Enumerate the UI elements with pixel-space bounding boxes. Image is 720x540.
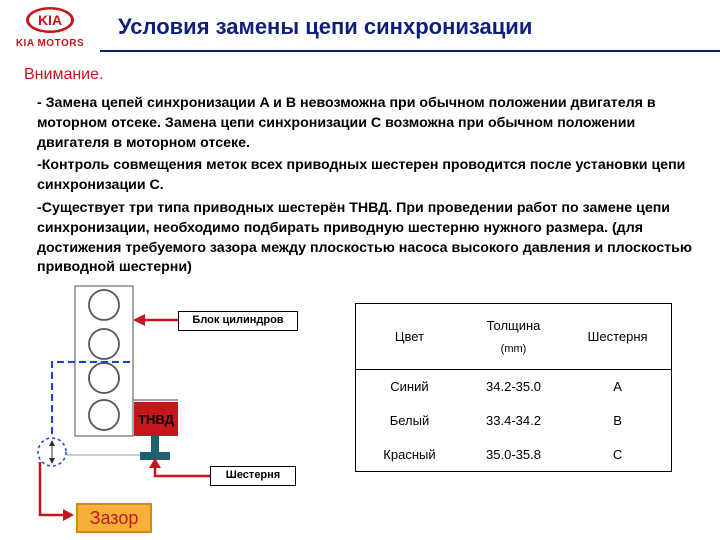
- cylinder-1: [89, 290, 119, 320]
- kia-logo-oval: [10, 4, 90, 38]
- column-header-thickness-unit: (mm): [500, 343, 527, 355]
- notice-body: [37, 94, 697, 281]
- pump-label: ТНВД: [134, 402, 178, 436]
- kia-logo: [10, 4, 90, 54]
- attention-heading: Внимание.: [24, 66, 104, 83]
- cylinder-block-label: Блок цилиндров: [178, 311, 298, 331]
- cylinder-3: [89, 363, 119, 393]
- cell-thickness: 34.2-35.0: [486, 379, 541, 395]
- gap-arrow: [40, 462, 64, 515]
- notice-paragraph: -Существует три типа приводных шестерён ТНВД. При проведении работ по замене цепи синхронизации, необходимо подбирать приводную шестерню нужного размера. (для достижения требуемого зазора между плоскостью насоса высокого давления и плоскостью приводной шестерни): [37, 199, 692, 276]
- kia-logo-badge: KIA: [37, 12, 63, 28]
- title-divider: [100, 50, 720, 52]
- cylinder-2: [89, 329, 119, 359]
- table-header-row: [356, 304, 672, 370]
- slide-header: [0, 0, 720, 58]
- notice-paragraph: - Замена цепей синхронизации A и B невозможна при обычном положении двигателя в моторном отсеке. Замена цепи синхронизации C возможна при обычном положении двигателя в моторном отсеке.: [37, 95, 656, 151]
- cell-color: Красный: [383, 446, 436, 462]
- page-title: Условия замены цепи синхронизации: [118, 14, 533, 39]
- kia-logo-caption: KIA MOTORS: [15, 38, 85, 49]
- table-row: [356, 370, 672, 404]
- column-header-color: Цвет: [356, 304, 463, 370]
- gear-label: Шестерня: [210, 466, 296, 486]
- cell-gear: A: [613, 379, 622, 395]
- notice-paragraph: -Контроль совмещения меток всех приводных шестерен проводится после установки цепи синхронизации C.: [37, 157, 686, 194]
- column-header-gear: Шестерня: [564, 304, 671, 370]
- cylinder-4: [89, 400, 119, 430]
- cell-gear: C: [612, 446, 623, 462]
- gap-label: Зазор: [76, 503, 152, 533]
- cell-color: Синий: [390, 379, 429, 395]
- column-header-thickness-label: Толщина: [486, 318, 541, 333]
- cell-color: Белый: [389, 413, 430, 428]
- cell-thickness: 35.0-35.8: [486, 446, 541, 462]
- table-row: [356, 404, 672, 438]
- cell-thickness: 33.4-34.2: [486, 413, 541, 428]
- table-row: [356, 438, 672, 472]
- column-header-thickness: [463, 304, 564, 370]
- gear-spec-table: [355, 303, 672, 472]
- cell-gear: B: [613, 413, 622, 428]
- gear-arrow: [155, 466, 210, 476]
